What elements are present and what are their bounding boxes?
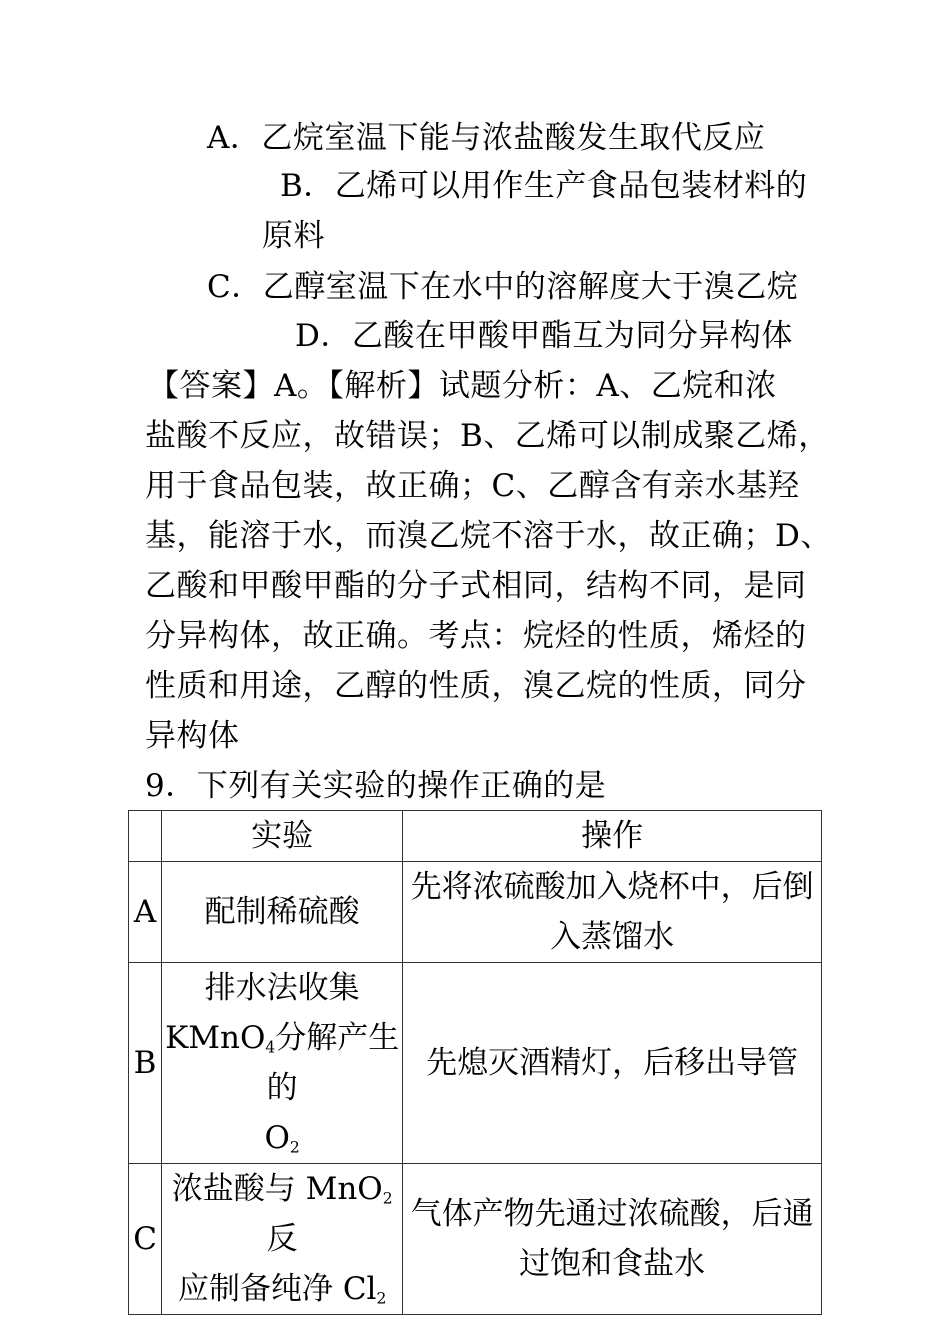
formula-subscript: 4: [265, 1038, 276, 1057]
row-label: B: [129, 963, 162, 1164]
operation-text: 先将浓硫酸加入烧杯中，后倒: [410, 869, 814, 905]
experiment-cell: [162, 963, 403, 1164]
formula-text: KMnO: [165, 1020, 266, 1056]
answer-line: 乙酸和甲酸甲酯的分子式相同，结构不同，是同: [145, 568, 807, 604]
operation-text: 入蒸馏水: [550, 919, 675, 955]
formula-text: O: [264, 1120, 290, 1156]
experiment-text: [164, 1013, 400, 1113]
table-header-row: [129, 811, 822, 862]
formula-subscript: 2: [382, 1189, 393, 1208]
experiment-text: 反: [266, 1221, 298, 1257]
option-d: D．乙酸在甲酸甲酯互为同分异构体: [295, 318, 793, 354]
operation-cell: [403, 862, 822, 963]
answer-line: 用于食品包装，故正确；C、乙醇含有亲水基羟: [145, 468, 800, 504]
header-label: [129, 811, 162, 862]
experiment-text: 配制稀硫酸: [204, 894, 360, 930]
operation-text: 气体产物先通过浓硫酸，后通: [410, 1196, 814, 1232]
formula-text: 浓盐酸与 MnO: [171, 1171, 383, 1207]
option-c: C．乙醇室温下在水中的溶解度大于溴乙烷: [207, 269, 799, 305]
row-label: C: [129, 1164, 162, 1315]
row-label: A: [129, 862, 162, 963]
experiment-cell: [162, 1164, 403, 1315]
table-row-c: [129, 1164, 822, 1315]
experiment-text: [164, 1164, 400, 1264]
operation-cell: [403, 963, 822, 1164]
experiment-cell: [162, 862, 403, 963]
answer-line: 分异构体，故正确。考点：烷烃的性质，烯烃的: [145, 618, 807, 654]
operation-text: 先熄灭酒精灯，后移出导管: [426, 1045, 799, 1081]
experiment-text: 分解产生的: [266, 1020, 400, 1106]
answer-line: 基，能溶于水，而溴乙烷不溶于水，故正确；D、: [145, 518, 832, 554]
answer-line: 盐酸不反应，故错误；B、乙烯可以制成聚乙烯，: [145, 418, 830, 454]
experiment-text: [164, 1113, 400, 1163]
table-row-a: [129, 862, 822, 963]
operation-cell: [403, 1164, 822, 1315]
header-operation: 操作: [403, 811, 822, 862]
table-row-b: [129, 963, 822, 1164]
experiment-text: 排水法收集: [204, 970, 360, 1006]
formula-text: 应制备纯净 Cl: [177, 1271, 377, 1307]
question-title: 9．下列有关实验的操作正确的是: [145, 768, 607, 804]
experiment-table: [128, 810, 822, 1315]
formula-subscript: 2: [289, 1138, 300, 1157]
answer-line: 【答案】A。【解析】试题分析：A、乙烷和浓: [148, 368, 777, 404]
answer-line: 性质和用途，乙醇的性质，溴乙烷的性质，同分: [145, 668, 807, 704]
option-b-line1: B．乙烯可以用作生产食品包装材料的: [280, 168, 808, 204]
option-b-line2: 原料: [262, 218, 325, 254]
header-experiment: 实验: [162, 811, 403, 862]
formula-subscript: 2: [376, 1289, 387, 1308]
experiment-text: [164, 1264, 400, 1314]
operation-text: 过饱和食盐水: [519, 1246, 706, 1282]
option-a: A．乙烷室温下能与浓盐酸发生取代反应: [207, 120, 766, 156]
answer-line: 异构体: [145, 718, 240, 754]
